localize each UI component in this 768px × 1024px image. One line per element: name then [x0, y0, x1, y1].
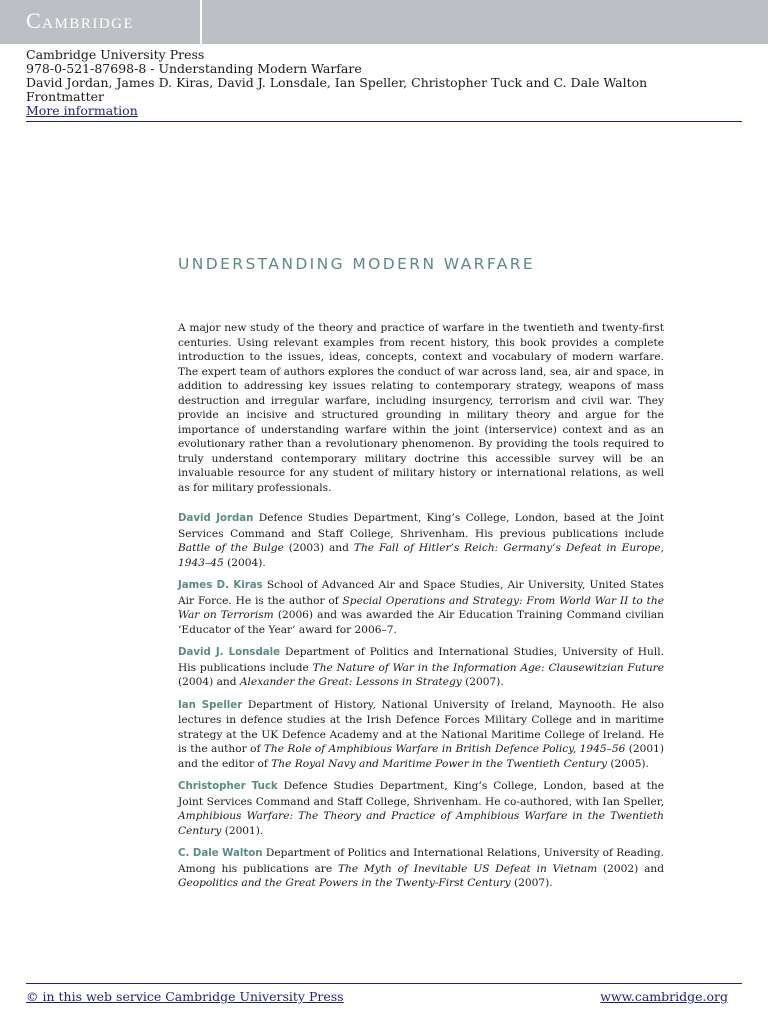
bio-text: (2003) and	[283, 542, 354, 554]
authors-line: David Jordan, James D. Kiras, David J. Lonsdale, Ian Speller, Christopher Tuck and C. Dale Walton	[26, 75, 648, 90]
bio-text: (2005).	[606, 757, 649, 770]
isbn-title-line: 978-0-521-87698-8 - Understanding Modern Warfare	[26, 61, 362, 76]
bio-text: Department of Politics and International Studies, University of Hull. His publications include	[178, 646, 664, 674]
publication-title: Battle of the Bulge	[178, 542, 284, 554]
author-bio	[178, 578, 664, 637]
publication-title: Amphibious Warfare: The Theory and Practice of Amphibious Warfare in the Twentieth Century	[178, 810, 664, 837]
author-name: Christopher Tuck	[178, 781, 278, 792]
bio-text: (2007).	[461, 676, 504, 688]
bio-text: Department of History, National University of Ireland, Maynooth. He also lectures in defence studies at the Irish Defence Forces Military College and in maritime strategy at the UK Defence Academy and at the National Maritime College of Ireland. He is the author of	[178, 698, 664, 755]
book-info-header	[26, 48, 746, 118]
publication-title: Special Operations and Strategy: From World War II to the War on Terrorism	[178, 594, 664, 621]
cambridge-logo: Cambridge	[26, 8, 135, 33]
author-bio	[178, 779, 664, 838]
top-banner	[0, 0, 768, 44]
page-content	[178, 321, 664, 899]
banner-divider	[200, 0, 202, 44]
footer-rule	[26, 983, 742, 984]
author-name: David J. Lonsdale	[178, 647, 281, 658]
author-name: Ian Speller	[178, 699, 243, 711]
bio-text: (2001) and the editor of	[178, 743, 664, 770]
publisher-line: Cambridge University Press	[26, 47, 205, 62]
bio-text: Defence Studies Department, King’s College, London, based at the Joint Services Command and Staff College, Shrivenham. His previous publications include	[178, 512, 664, 540]
bio-text: (2006) and was awarded the Air Education Training Command civilian ‘Educator of the Year’ award for 2006–7.	[178, 609, 664, 636]
bio-text: Defence Studies Department, King’s College, London, based at the Joint Services Command and Staff College, Shrivenham. He co-authored, with Ian Speller,	[178, 780, 664, 808]
author-bio	[178, 645, 664, 690]
book-description: A major new study of the theory and practice of warfare in the twentieth and twenty-first centuries. Using relevant examples from recent history, this book provides a complete introduction to the issues, ideas, concepts, context and vocabulary of modern warfare. The expert team of authors explores the conduct of war across land, sea, air and space, in addition to addressing key issues relating to contemporary strategy, weapons of mass destruction and irregular warfare, including insurgency, terrorism and civil war. They provide an incisive and structured grounding in military theory and argue for the importance of understanding warfare within the joint (interservice) context and as an evolutionary rather than a revolutionary phenomenon. By providing the tools required to truly understand contemporary military doctrine this accessible survey will be an invaluable resource for any student of military history or international relations, as well as for military professionals.	[178, 322, 664, 494]
bio-text: (2002) and	[597, 862, 665, 875]
bio-text: School of Advanced Air and Space Studies, Air University, United States Air Force. He is the author of	[178, 579, 664, 607]
publication-title: The Fall of Hitler’s Reich: Germany’s Defeat in Europe, 1943–45	[178, 542, 665, 569]
publication-title: Geopolitics and the Great Powers in the Twenty-First Century	[178, 877, 511, 889]
publication-title: The Royal Navy and Maritime Power in the Twentieth Century	[271, 757, 607, 770]
author-name: James D. Kiras	[178, 580, 263, 591]
bio-text: (2001).	[221, 824, 264, 837]
bio-text: (2004).	[223, 556, 266, 569]
author-name: C. Dale Walton	[178, 848, 263, 859]
website-link[interactable]: www.cambridge.org	[600, 989, 728, 1004]
copyright-link[interactable]: © in this web service Cambridge University Press	[26, 989, 344, 1004]
bio-text: Department of Politics and International Relations, University of Reading. Among his publications are	[178, 847, 664, 875]
publication-title: The Myth of Inevitable US Defeat in Vietnam	[337, 862, 598, 875]
publication-title: Alexander the Great: Lessons in Strategy	[239, 676, 462, 688]
header-rule	[26, 121, 742, 122]
author-bio	[178, 698, 664, 772]
publication-title: The Role of Amphibious Warfare in British Defence Policy, 1945–56	[263, 743, 626, 755]
bio-text: (2004) and	[178, 676, 240, 688]
section-line: Frontmatter	[26, 89, 104, 104]
bio-text: (2007).	[510, 877, 553, 889]
author-bio	[178, 846, 664, 891]
author-bio	[178, 511, 664, 570]
book-title: UNDERSTANDING MODERN WARFARE	[178, 255, 536, 273]
more-information-link[interactable]: More information	[26, 103, 138, 118]
author-name: David Jordan	[178, 513, 254, 524]
publication-title: The Nature of War in the Information Age: Clausewitzian Future	[312, 661, 665, 674]
